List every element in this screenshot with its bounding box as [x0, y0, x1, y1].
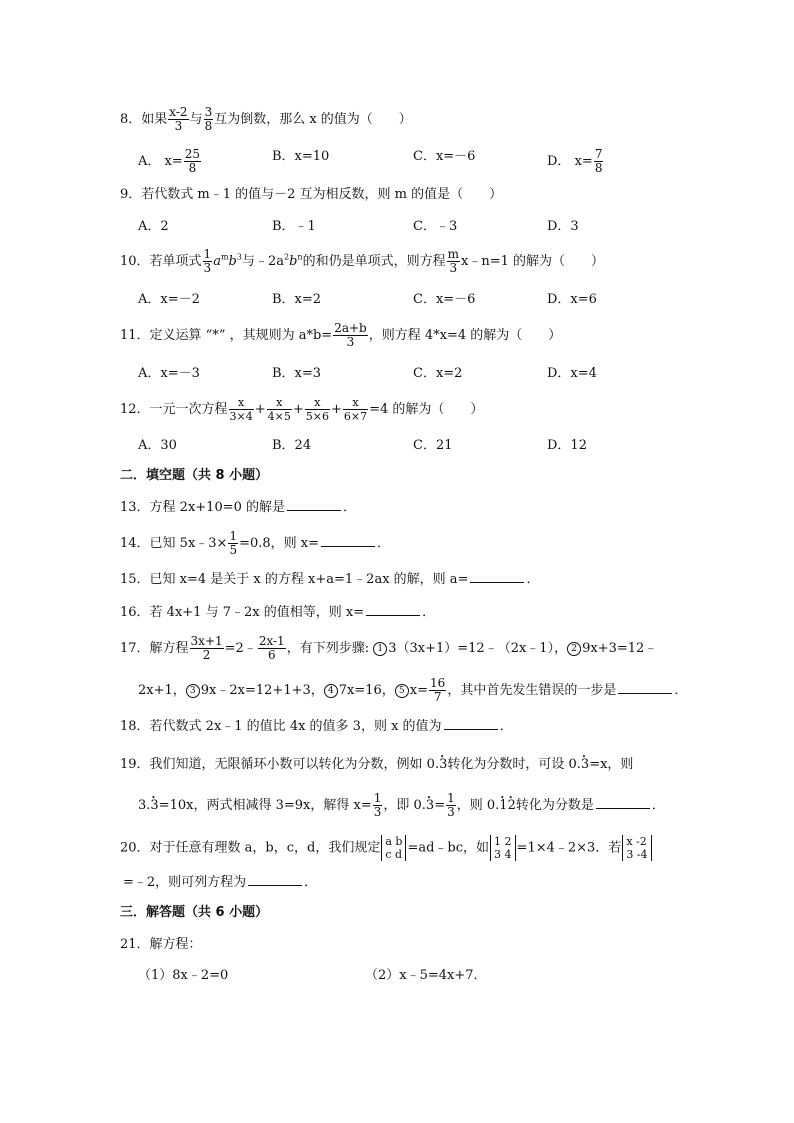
fraction: $\frac{x-2}{3}$	[169, 105, 188, 133]
fraction: $\frac{3}{8}$	[204, 105, 213, 133]
section-fill-in-blank-title: 二．填空题（共 8 小题）	[120, 468, 269, 483]
question-20: 20．对于任意有理数 a，b，c，d，我们规定 a b c d =ad﹣bc，如 1 2 3 4 =1×4﹣2×3．若 x -2 3 -4	[120, 835, 653, 861]
determinant: 1 2 3 4	[490, 835, 516, 861]
option-c: C．﹣3	[413, 219, 458, 234]
option-c: C．x=－6	[413, 149, 476, 164]
option-a: A．x=－2	[138, 292, 200, 307]
option-d: D．x=6	[547, 292, 597, 307]
option-d: D．x=4	[547, 366, 597, 381]
answer-blank	[287, 498, 341, 511]
option-b: B．x=3	[272, 366, 322, 381]
question-16: 16．若 4x+1 与 7﹣2x 的值相等，则 x= ．	[120, 605, 436, 620]
answer-blank	[444, 717, 498, 730]
question-21-part-2: （2）x﹣5=4x+7．	[365, 968, 487, 983]
section-solve-title: 三．解答题（共 6 小题）	[120, 905, 269, 920]
option-d: D． x= $\frac{7}{8}$	[547, 147, 603, 175]
option-b: B．24	[272, 438, 312, 453]
option-a: A．2	[138, 219, 169, 234]
question-14: 14．已知 5x﹣3× $\frac{1}{5}$ =0.8，则 x= ．	[120, 529, 391, 557]
answer-blank	[366, 603, 420, 616]
answer-blank	[596, 796, 650, 809]
question-19: 19．我们知道，无限循环小数可以转化为分数，例如 0.• 3转化为分数时，可设 0.• 3=x，则	[120, 756, 633, 774]
question-18: 18．若代数式 2x﹣1 的值比 4x 的值多 3，则 x 的值为 ．	[120, 719, 513, 734]
option-c: C．x=2	[413, 366, 463, 381]
answer-blank	[618, 681, 672, 694]
question-10: 10．若单项式 $\frac{1}{3}$ $a^mb^3$与$﹣2a^2b^n$的和仍是单项式，则方程 $\frac{m}{3}$ x﹣n=1 的解为（ ）	[120, 247, 604, 275]
option-a: A． x= $\frac{25}{8}$	[138, 147, 201, 175]
question-17-cont: 2x+1， 3 9x﹣2x=12+1+3， 4 7x=16， 5 x= $\frac{16}{7}$ ，其中首先发生错误的一步是 ．	[138, 676, 688, 704]
question-11: 11．定义运算 “*” ，其规则为 a*b= $\frac{2a+b}{3}$ ，则方程 4*x=4 的解为（ ）	[120, 321, 562, 349]
question-13: 13．方程 2x+10=0 的解是 ．	[120, 500, 357, 515]
question-17: 17．解方程 $\frac{3x+1}{2}$ =2﹣ $\frac{2x-1}{6}$ ，有下列步骤: 1 3（3x+1）=12﹣（2x﹣1）， 2 9x+3=12﹣	[120, 634, 658, 662]
question-12: 12．一元一次方程 $\frac{x}{3\times 4}$ + $\frac{x}{4\times 5}$ + $\frac{x}{5\times 6}$ + $\frac{x}{6\times 7}$ =4 的解为（ ）	[120, 396, 484, 423]
question-21: 21．解方程：	[120, 937, 202, 952]
question-8: 8．如果 $\frac{x-2}{3}$ 与 $\frac{3}{8}$ 互为倒数，那么 x 的值为（ ）	[120, 105, 412, 133]
option-d: D．12	[547, 438, 587, 453]
determinant: x -2 3 -4	[622, 835, 651, 861]
question-20-cont: =﹣2，则可列方程为 ．	[123, 875, 318, 890]
option-a: A．x=－3	[138, 366, 200, 381]
option-b: B．﹣1	[272, 219, 316, 234]
question-9: 9．若代数式 m﹣1 的值与－2 互为相反数，则 m 的值是（ ）	[120, 187, 503, 202]
option-a: A．30	[138, 438, 177, 453]
option-b: B．x=2	[272, 292, 322, 307]
option-d: D．3	[547, 219, 579, 234]
question-21-part-1: （1）8x﹣2=0	[138, 968, 229, 983]
option-c: C．x=－6	[413, 292, 476, 307]
answer-blank	[321, 534, 375, 547]
answer-blank	[470, 570, 524, 583]
question-15: 15．已知 x=4 是关于 x 的方程 x+a=1﹣2ax 的解，则 a= ．	[120, 572, 540, 587]
determinant: a b c d	[381, 835, 406, 861]
option-b: B．x=10	[272, 149, 330, 164]
answer-blank	[248, 873, 302, 886]
question-19-cont: 3.• 3=10x，两式相减得 3=9x，解得 x= $\frac{1}{3}$ ，即 0.• 3= $\frac{1}{3}$ ，则 0.• 1• 2转化为分数是 ．	[138, 792, 665, 819]
option-c: C．21	[413, 438, 453, 453]
